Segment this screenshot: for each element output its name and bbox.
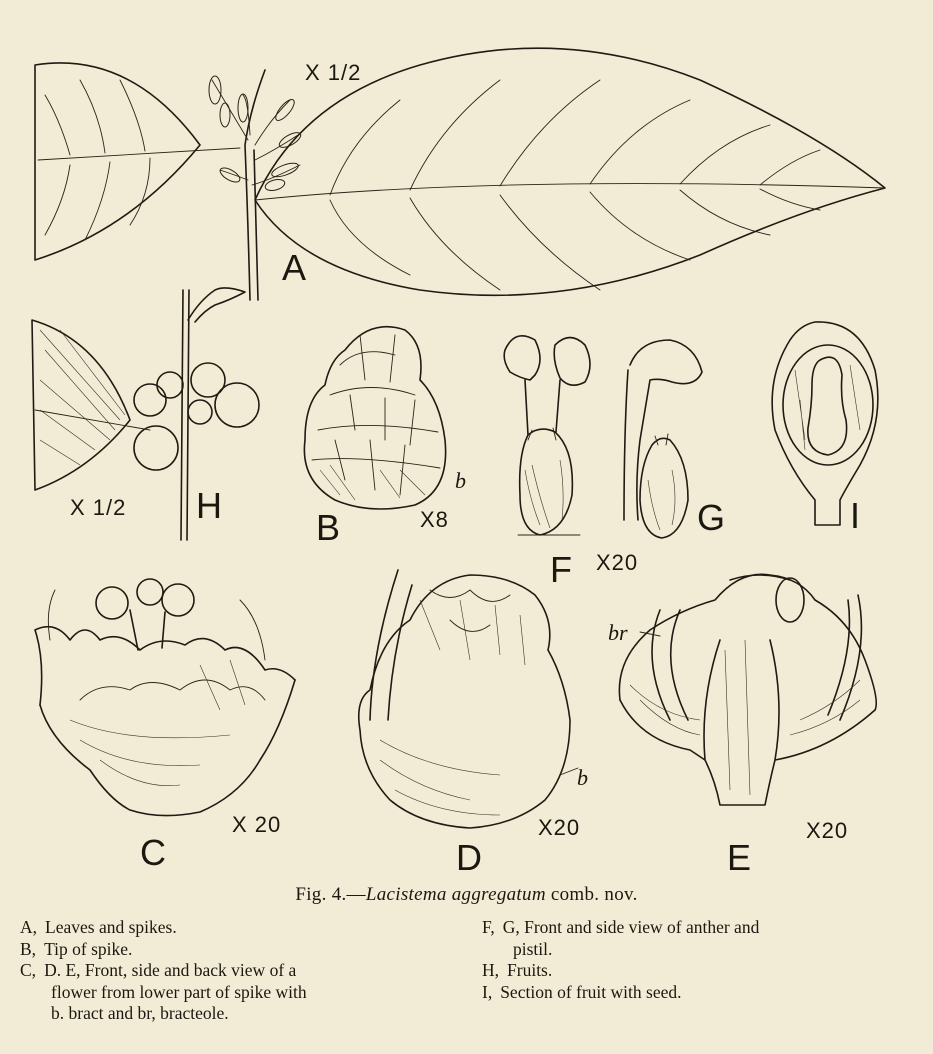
- figure-caption: [0, 884, 933, 906]
- figure-f-anther-pistil-front: [504, 336, 638, 590]
- figure-a-label: A: [282, 247, 307, 288]
- legend-left-column: [20, 917, 460, 1025]
- figure-h-label: H: [196, 485, 222, 526]
- legend-text: Section of fruit with seed.: [500, 981, 682, 1002]
- figure-g-anther-pistil-side: [624, 340, 725, 538]
- legend-text: Leaves and spikes.: [45, 917, 177, 937]
- legend-item: [482, 917, 922, 939]
- legend-key: H,: [482, 960, 500, 980]
- legend-key: A,: [20, 917, 38, 937]
- caption-species: Lacistema aggregatum: [365, 884, 546, 905]
- figure-e-bracteole-label: br: [608, 620, 628, 645]
- figure-d-label: D: [456, 837, 482, 878]
- legend-item: [20, 917, 460, 939]
- legend-item: [20, 939, 460, 961]
- legend-item: [20, 960, 460, 982]
- figure-e-label: E: [727, 837, 752, 878]
- legend-text: b. bract and br, bracteole.: [51, 1003, 229, 1023]
- figure-h-fruits: [32, 288, 259, 540]
- legend-item-continuation: [20, 1003, 460, 1025]
- figure-d-bract-label: b: [577, 765, 588, 790]
- figure-i-fruit-section: [772, 322, 878, 536]
- figure-i-label: I: [850, 495, 861, 536]
- figure-c-label: C: [140, 832, 166, 873]
- figure-a-scale: X 1/2: [305, 60, 362, 85]
- figure-fg-scale: X20: [596, 550, 639, 575]
- legend-key: F,: [482, 917, 495, 937]
- figure-b-scale: X8: [420, 507, 449, 532]
- figure-h-scale: X 1/2: [70, 495, 127, 520]
- legend-text: Fruits.: [507, 960, 553, 980]
- legend-text: D. E, Front, side and back view of a: [44, 960, 297, 980]
- caption-prefix: Fig. 4.—: [295, 884, 366, 905]
- legend-item-continuation: [482, 939, 922, 961]
- figure-f-label: F: [550, 549, 572, 590]
- caption-suffix: comb. nov.: [545, 884, 638, 905]
- legend-key: I,: [482, 981, 493, 1002]
- legend-text: pistil.: [513, 938, 553, 959]
- legend-item: [482, 960, 922, 982]
- figure-e-flower-back: [608, 574, 876, 878]
- figure-d-scale: X20: [538, 815, 581, 840]
- legend-right-column: [482, 917, 922, 1003]
- figure-b-tip-of-spike: [304, 327, 466, 548]
- figure-b-bract-label: b: [455, 468, 466, 493]
- legend-key: C,: [20, 960, 37, 980]
- legend-text: G, Front and side view of anther and: [502, 917, 760, 937]
- legend-key: B,: [20, 938, 37, 959]
- legend-text: flower from lower part of spike with: [51, 981, 307, 1002]
- legend-item-continuation: [20, 982, 460, 1004]
- legend-item: [482, 982, 922, 1004]
- figure-c-scale: X 20: [232, 812, 282, 837]
- figure-c-flower-front: [35, 579, 295, 873]
- legend-text: Tip of spike.: [44, 938, 133, 959]
- figure-a-leaves-and-spikes: [35, 48, 885, 300]
- figure-b-label: B: [316, 507, 341, 548]
- figure-d-flower-side: [359, 570, 588, 878]
- figure-g-label: G: [697, 497, 726, 538]
- figure-e-scale: X20: [806, 818, 849, 843]
